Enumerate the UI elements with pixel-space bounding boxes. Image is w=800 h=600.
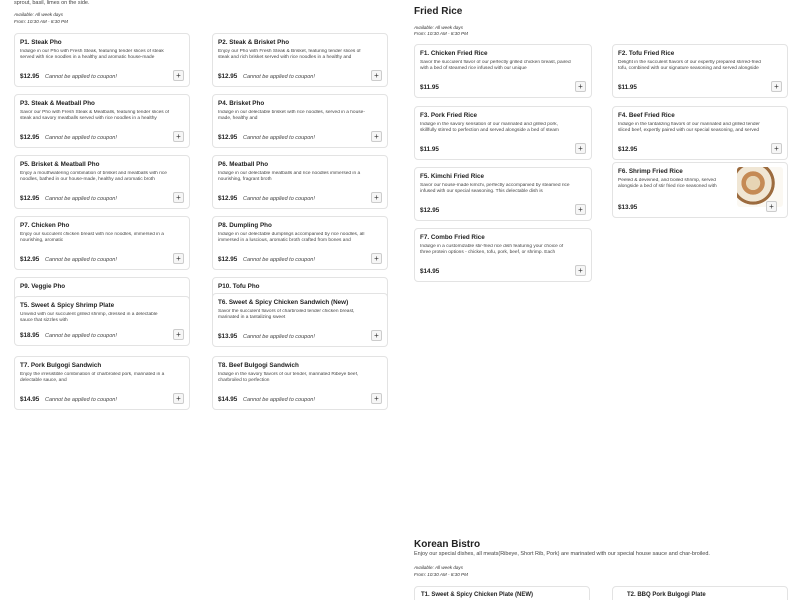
add-to-cart-icon[interactable]: + <box>371 253 382 264</box>
menu-item-name: T1. Sweet & Spicy Chicken Plate (NEW) <box>421 592 534 598</box>
menu-card[interactable] <box>212 155 388 209</box>
menu-item-name: F7. Combo Fried Rice <box>420 234 485 241</box>
menu-item-name: F6. Shrimp Fried Rice <box>618 168 683 175</box>
menu-item-price: $11.95 <box>420 146 439 153</box>
menu-item-name: P1. Steak Pho <box>20 39 62 46</box>
add-to-cart-icon[interactable]: + <box>371 330 382 341</box>
add-to-cart-icon[interactable]: + <box>371 192 382 203</box>
menu-card-t2[interactable] <box>612 586 788 600</box>
menu-item-description: Indulge in our delectable dumplings accompanied by rice noodles, all immersed in a luscious, aromatic broth crafted from bones and <box>218 232 365 243</box>
menu-item-description: Indulge in our delectable brisket with rice noodles, served in a house-made, healthy and <box>218 110 365 121</box>
menu-card[interactable] <box>212 293 388 347</box>
menu-card[interactable] <box>14 216 190 270</box>
menu-item-description: Indulge in the savory flavors of our tender, marinated Ribeye beef, charbroiled to perfection <box>218 372 359 383</box>
add-to-cart-icon[interactable]: + <box>371 70 382 81</box>
menu-item-description: Indulge in our Pho with Fresh Steak, featuring tender slices of steak served with rice noodles in a healthy and aromatic house-made <box>20 49 164 60</box>
add-to-cart-icon[interactable]: + <box>575 81 586 92</box>
add-to-cart-icon[interactable]: + <box>371 393 382 404</box>
menu-item-description: Enjoy our succulent chicken breast with rice noodles, immersed in a nourishing, aromatic <box>20 232 164 243</box>
menu-item-name: T6. Sweet & Spicy Chicken Sandwich (New) <box>218 299 349 306</box>
coupon-restriction-note: Cannot be applied to coupon! <box>45 74 117 80</box>
add-to-cart-icon[interactable]: + <box>173 131 184 142</box>
menu-card[interactable] <box>212 216 388 270</box>
coupon-restriction-note: Cannot be applied to coupon! <box>45 333 117 339</box>
coupon-restriction-note: Cannot be applied to coupon! <box>45 257 117 263</box>
menu-item-price: $12.95 <box>420 207 440 214</box>
menu-item-name: P8. Dumpling Pho <box>218 222 272 229</box>
menu-item-description: Savor the succulent flavors of charbroiled tender chicken breast, marinated in a tantalizing sweet <box>218 309 355 320</box>
menu-card[interactable] <box>212 33 388 87</box>
menu-item-name: T2. BBQ Pork Bulgogi Plate <box>627 592 706 598</box>
menu-item-description: Delight in the succulent flavors of our expertly prepared stirred-fried tofu, combined with our signature seasoning and served alongside <box>618 60 761 71</box>
add-to-cart-icon[interactable]: + <box>371 131 382 142</box>
korean-bistro-availability-hours: From: 10:30 AM - 8:30 PM <box>414 572 468 577</box>
menu-item-price: $13.95 <box>618 204 638 211</box>
section-title-fried-rice: Fried Rice <box>414 6 463 17</box>
menu-item-name: P3. Steak & Meatball Pho <box>20 100 95 107</box>
menu-card[interactable] <box>414 106 592 160</box>
menu-item-description: Indulge in the tantalizing flavors of our marinated and grilled tender sliced beef, expertly paired with our special seasoning, and served <box>618 122 760 133</box>
menu-card-t1[interactable] <box>414 586 590 600</box>
section-title-korean-bistro: Korean Bistro <box>414 539 481 550</box>
menu-item-price: $13.95 <box>218 333 238 340</box>
menu-item-description: Enjoy our Pho with Fresh Steak & Brisket, featuring tender slices of steak and rich brisket served with rice noodles in a healthy and <box>218 49 361 60</box>
add-to-cart-icon[interactable]: + <box>173 70 184 81</box>
menu-card[interactable] <box>14 356 190 410</box>
menu-item-name: T8. Beef Bulgogi Sandwich <box>218 362 299 369</box>
menu-item-description: Enjoy the irresistible combination of charbroiled pork, marinated in a delectable sauce, and <box>20 372 165 383</box>
menu-card[interactable] <box>212 356 388 410</box>
menu-card[interactable] <box>212 94 388 148</box>
add-to-cart-icon[interactable]: + <box>173 192 184 203</box>
add-to-cart-icon[interactable]: + <box>771 81 782 92</box>
fried-rice-availability-hours: From: 10:30 AM - 8:30 PM <box>414 31 468 36</box>
add-to-cart-icon[interactable]: + <box>173 253 184 264</box>
korean-bistro-subtitle: Enjoy our special dishes, all meats(Ribeye, Short Rib, Pork) are marinated with our special house sauce and char-broiled. <box>414 551 710 557</box>
menu-item-description: Savor our Pho with Fresh Steak & Meatballs, featuring tender slices of steak and savory meatballs served with rice noodles in a healthy <box>20 110 170 121</box>
menu-item-price: $12.95 <box>20 73 40 80</box>
add-to-cart-icon[interactable]: + <box>771 143 782 154</box>
menu-item-price: $12.95 <box>20 195 40 202</box>
menu-item-name: F5. Kimchi Fried Rice <box>420 173 485 180</box>
menu-item-name: P9. Veggie Pho <box>20 283 66 290</box>
menu-card[interactable] <box>612 106 788 160</box>
menu-card[interactable] <box>14 94 190 148</box>
korean-bistro-availability-days: Available: All week days <box>414 565 464 570</box>
menu-item-name: F2. Tofu Fried Rice <box>618 50 675 57</box>
fried-rice-availability-days: Available: All week days <box>414 25 464 30</box>
menu-item-name: T7. Pork Bulgogi Sandwich <box>20 362 102 369</box>
menu-item-description: Indulge in our delectable meatballs and rice noodles immersed in a nourishing, fragrant broth <box>218 171 361 182</box>
menu-item-price: $11.95 <box>618 84 637 91</box>
menu-item-name: P5. Brisket & Meatball Pho <box>20 161 100 168</box>
menu-item-description: Savor our house-made kimchi, perfectly accompanied by steamed rice infused with our special seasoning. This delectable dish is <box>420 183 570 194</box>
menu-item-name: P7. Chicken Pho <box>20 222 70 229</box>
menu-item-description: Indulge in the savory sensation of our marinated and grilled pork, skillfully stirred to perfection and served alongside a bed of steam <box>420 122 559 133</box>
menu-card[interactable] <box>414 44 592 98</box>
menu-item-price: $12.95 <box>218 195 238 202</box>
menu-item-name: F3. Pork Fried Rice <box>420 112 478 119</box>
menu-item-name: F4. Beef Fried Rice <box>618 112 675 119</box>
menu-item-price: $12.95 <box>618 146 638 153</box>
menu-item-price: $11.95 <box>420 84 439 91</box>
menu-card[interactable] <box>414 228 592 282</box>
add-to-cart-icon[interactable]: + <box>575 265 586 276</box>
menu-item-price: $14.95 <box>218 396 238 403</box>
menu-item-description: Unwind with our succulent grilled shrimp, dressed in a delectable sauce that sizzles with <box>20 312 158 323</box>
add-to-cart-icon[interactable]: + <box>173 329 184 340</box>
coupon-restriction-note: Cannot be applied to coupon! <box>243 334 315 340</box>
menu-item-price: $14.95 <box>420 268 440 275</box>
coupon-restriction-note: Cannot be applied to coupon! <box>45 135 117 141</box>
menu-item-name: F1. Chicken Fried Rice <box>420 50 488 57</box>
coupon-restriction-note: Cannot be applied to coupon! <box>243 257 315 263</box>
add-to-cart-icon[interactable]: + <box>575 143 586 154</box>
availability-days: Available: All week days <box>14 12 64 17</box>
coupon-restriction-note: Cannot be applied to coupon! <box>243 196 315 202</box>
menu-item-description: Peeled & deveined, and boiled shrimp, served alongside a bed of stir fried rice seasoned with <box>618 178 717 189</box>
menu-card[interactable] <box>414 167 592 221</box>
menu-item-description: Indulge in a customizable stir-fried rice dish featuring your choice of three protein options - chicken, tofu, pork, beef, or shrimp. Each <box>420 244 564 255</box>
menu-item-price: $12.95 <box>20 134 40 141</box>
menu-item-name: P4. Brisket Pho <box>218 100 265 107</box>
menu-item-price: $18.95 <box>20 332 40 339</box>
menu-item-name: P2. Steak & Brisket Pho <box>218 39 290 46</box>
menu-item-name: P10. Tofu Pho <box>218 283 260 290</box>
menu-card[interactable] <box>612 162 788 218</box>
menu-item-price: $14.95 <box>20 396 40 403</box>
coupon-restriction-note: Cannot be applied to coupon! <box>45 397 117 403</box>
menu-item-price: $12.95 <box>218 134 238 141</box>
coupon-restriction-note: Cannot be applied to coupon! <box>45 196 117 202</box>
menu-item-name: P6. Meatball Pho <box>218 161 269 168</box>
add-to-cart-icon[interactable]: + <box>575 204 586 215</box>
menu-card[interactable] <box>14 155 190 209</box>
menu-item-description: Savor the succulent flavor of our perfectly grilled chicken breast, paired with a bed of steamed rice infused with our unique <box>420 60 571 71</box>
menu-card[interactable] <box>612 44 788 98</box>
coupon-restriction-note: Cannot be applied to coupon! <box>243 74 315 80</box>
menu-item-description: Enjoy a mouthwatering combination of brisket and meatballs with rice noodles, bathed in our house-made, healthy and aromatic broth <box>20 171 167 182</box>
menu-card[interactable] <box>14 33 190 87</box>
menu-item-name: T5. Sweet & Spicy Shrimp Plate <box>20 302 115 309</box>
menu-item-price: $12.95 <box>218 256 238 263</box>
availability-hours: From: 10:30 AM - 8:30 PM <box>14 19 68 24</box>
top-description-fragment: sprout, basil, limes on the side. <box>14 0 90 6</box>
menu-card[interactable] <box>14 296 190 346</box>
menu-item-price: $12.95 <box>20 256 40 263</box>
menu-item-price: $12.95 <box>218 73 238 80</box>
coupon-restriction-note: Cannot be applied to coupon! <box>243 135 315 141</box>
coupon-restriction-note: Cannot be applied to coupon! <box>243 397 315 403</box>
add-to-cart-icon[interactable]: + <box>173 393 184 404</box>
add-to-cart-icon[interactable]: + <box>766 201 777 212</box>
